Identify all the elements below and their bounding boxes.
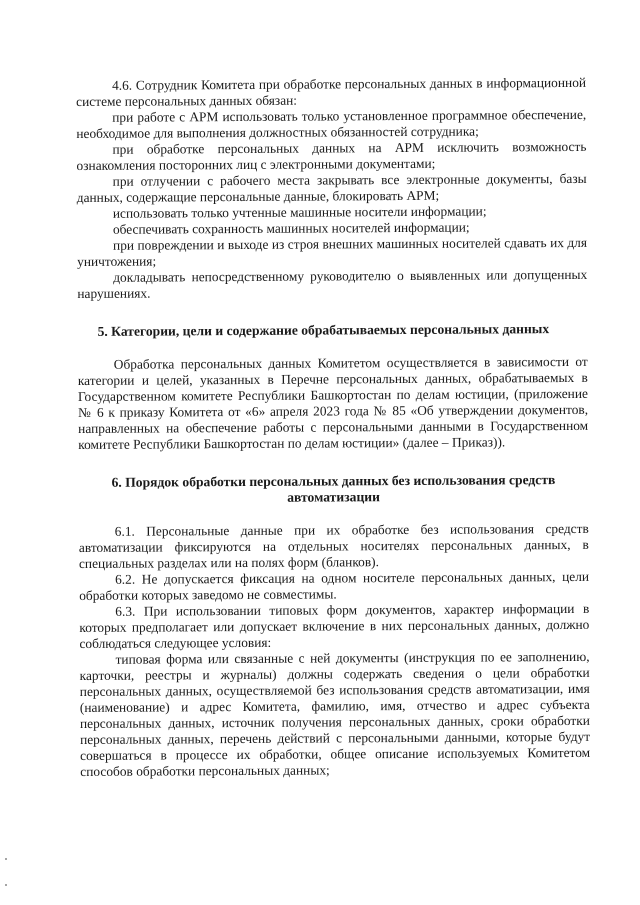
list-item: обеспечивать сохранность машинных носителей информации; — [112, 219, 470, 237]
list-item: докладывать непосредственному руководителю о выявленных или допущенных нарушениях. — [77, 266, 588, 301]
list-item: при отлучении с рабочего места закрывать все электронные документы, базы данных, содержащие персональные данные, блокировать АРМ; — [76, 170, 587, 205]
list-item: использовать только учтенные машинные носители информации; — [112, 203, 487, 221]
document-page — [76, 75, 590, 780]
list-item: при обработке персональных данных на АРМ исключить возможность ознакомления посторонних лиц с электронными документами; — [76, 138, 587, 173]
paragraph-4-6: 4.6. Сотрудник Комитета при обработке персональных данных в информационной системе персональных данных обязан: — [76, 74, 587, 109]
section-6-heading: 6. Порядок обработки персональных данных без использования средств автоматизации — [111, 472, 556, 505]
section-5-paragraph: Обработка персональных данных Комитетом осуществляется в зависимости от категории и целей, указанных в Перечне персональных данных, обрабатываемых в Государственном комитете Республики Башкортостан по делам юстиции, (приложение № 6 к приказу Комитета от «6» апреля 2023 года № 85 «Об утверждении документов, направленных на обеспечение работы с персональными данными в Государственном комитете Республики Башкортостан по делам юстиции» (далее – Приказ)). — [77, 353, 589, 452]
list-item: при работе с АРМ использовать только установленное программное обеспечение, необходимое для выполнения должностных обязанностей сотрудника; — [76, 106, 587, 141]
list-item: при повреждении и выходе из строя внешних машинных носителей сдавать их для уничтожения; — [77, 234, 588, 269]
paragraph-6-2: 6.2. Не допускается фиксация на одном носителе персональных данных, цели обработки которых заведомо не совместимы. — [79, 568, 590, 603]
paragraph-6-1: 6.1. Персональные данные при их обработке без использования средств автоматизации фиксируются на отдельных носителях персональных данных, в специальных разделах или на полях форм (бланков). — [78, 520, 589, 571]
paragraph-6-3: 6.3. При использовании типовых форм документов, характер информации в которых предполагает или допускает включение в них персональных данных, должно соблюдаться следующее условия: — [79, 600, 590, 651]
scan-speck — [5, 884, 7, 886]
scan-speck — [5, 858, 7, 860]
section-5-heading: 5. Категории, цели и содержание обрабатываемых персональных данных — [97, 321, 550, 339]
paragraph-6-3-item: типовая форма или связанные с ней документы (инструкция по ее заполнению, карточки, реестры и журналы) должны содержать сведения о цели обработки персональных данных, осуществляемой без использования средств автоматизации, имя (наименование) и адрес Комитета, фамилию, имя, отчество и адрес субъекта персональных данных, источник получения персональных данных, сроки обработки персональных данных, перечень действий с персональными данными, которые будут совершаться в процессе их обработки, общее описание используемых Комитетом способов обработки персональных данных; — [79, 648, 591, 779]
